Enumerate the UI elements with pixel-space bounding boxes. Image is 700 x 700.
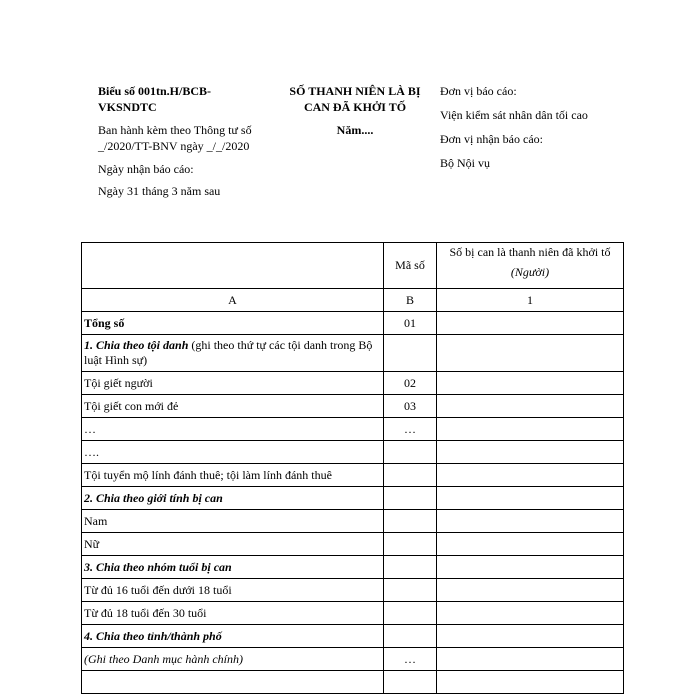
table-row <box>82 335 624 372</box>
row-count-cell[interactable] <box>437 372 624 395</box>
row-label-suffix: (ghi theo thứ tự các tội danh trong Bộ luật Hình sự) <box>84 338 373 367</box>
row-label: 2. Chia theo giới tính bị can <box>84 490 223 505</box>
row-code <box>384 533 437 556</box>
receiving-unit-label: Đơn vị nhận báo cáo: <box>440 132 543 146</box>
header-cell-count <box>437 243 624 289</box>
table-row <box>82 625 624 648</box>
row-count-cell[interactable] <box>437 671 624 694</box>
row-label-cell <box>82 671 384 694</box>
row-label-cell <box>82 464 384 487</box>
row-count-cell[interactable] <box>437 602 624 625</box>
row-label: Tội giết con mới đẻ <box>84 398 179 413</box>
issued-with-text: Ban hành kèm theo Thông tư số _/2020/TT-BNV ngày _/_/2020 <box>98 123 252 153</box>
row-label-cell <box>82 579 384 602</box>
row-label: (Ghi theo Danh mục hành chính) <box>84 651 243 666</box>
row-label: Nam <box>84 513 108 528</box>
row-code: 01 <box>384 312 437 335</box>
table-row <box>82 441 624 464</box>
row-code: … <box>384 418 437 441</box>
row-label-cell <box>82 335 384 372</box>
row-label: … <box>84 421 96 436</box>
row-label: …. <box>84 444 99 459</box>
row-code <box>384 671 437 694</box>
row-code <box>384 556 437 579</box>
row-label: Nữ <box>84 536 100 551</box>
table-row <box>82 395 624 418</box>
row-label-cell <box>82 441 384 464</box>
row-label-cell <box>82 510 384 533</box>
row-label: 1. Chia theo tội danh <box>84 338 189 352</box>
row-label-cell <box>82 625 384 648</box>
row-label: 3. Chia theo nhóm tuổi bị can <box>84 559 232 574</box>
table-row <box>82 602 624 625</box>
row-code <box>384 487 437 510</box>
row-count-cell[interactable] <box>437 335 624 372</box>
row-code <box>384 441 437 464</box>
table-row <box>82 487 624 510</box>
row-code <box>384 335 437 372</box>
row-label-cell <box>82 395 384 418</box>
table-row <box>82 648 624 671</box>
table-row <box>82 372 624 395</box>
row-count-cell[interactable] <box>437 487 624 510</box>
receive-date-value: Ngày 31 tháng 3 năm sau <box>98 184 221 198</box>
header-cell-a <box>82 243 384 289</box>
row-count-cell[interactable] <box>437 312 624 335</box>
letter-1: 1 <box>437 289 624 312</box>
reporting-unit-value: Viện kiểm sát nhân dân tối cao <box>440 108 588 122</box>
row-code: … <box>384 648 437 671</box>
row-label-cell <box>82 556 384 579</box>
table-row <box>82 556 624 579</box>
row-code: 03 <box>384 395 437 418</box>
letter-a: A <box>82 289 384 312</box>
row-count-cell[interactable] <box>437 418 624 441</box>
row-count-cell[interactable] <box>437 464 624 487</box>
report-table <box>81 242 624 694</box>
row-label: Từ đủ 18 tuổi đến 30 tuổi <box>84 605 207 620</box>
row-label-cell <box>82 648 384 671</box>
header-left <box>98 83 268 206</box>
row-count-cell[interactable] <box>437 395 624 418</box>
table-header-row <box>82 243 624 289</box>
row-code: 02 <box>384 372 437 395</box>
row-label-cell <box>82 372 384 395</box>
row-label-cell <box>82 418 384 441</box>
row-count-cell[interactable] <box>437 533 624 556</box>
row-label: Tội tuyển mộ lính đánh thuê; tội làm lính đánh thuê <box>84 467 332 482</box>
row-label-cell <box>82 533 384 556</box>
receive-date-label: Ngày nhận báo cáo: <box>98 162 194 176</box>
form-title: SỐ THANH NIÊN LÀ BỊ CAN ĐÃ KHỞI TỐ <box>289 84 421 114</box>
letter-b: B <box>384 289 437 312</box>
table-row <box>82 312 624 335</box>
row-code <box>384 510 437 533</box>
row-count-cell[interactable] <box>437 625 624 648</box>
table-row <box>82 418 624 441</box>
header-center <box>280 83 430 138</box>
row-count-cell[interactable] <box>437 556 624 579</box>
row-label: 4. Chia theo tỉnh/thành phố <box>84 628 222 643</box>
header-right <box>440 83 600 178</box>
row-label-cell <box>82 602 384 625</box>
table-row <box>82 464 624 487</box>
row-count-cell[interactable] <box>437 510 624 533</box>
row-label: Tội giết người <box>84 375 153 390</box>
row-code <box>384 464 437 487</box>
form-year: Năm.... <box>336 123 374 137</box>
row-code <box>384 602 437 625</box>
row-count-cell[interactable] <box>437 648 624 671</box>
row-count-cell[interactable] <box>437 579 624 602</box>
header-count-unit: (Người) <box>510 265 550 279</box>
table-row <box>82 510 624 533</box>
row-code <box>384 625 437 648</box>
table-row <box>82 671 624 694</box>
row-count-cell[interactable] <box>437 441 624 464</box>
form-code: Biểu số 001tn.H/BCB-VKSNDTC <box>98 84 212 114</box>
row-code <box>384 579 437 602</box>
header-cell-code: Mã số <box>384 243 437 289</box>
receiving-unit-value: Bộ Nội vụ <box>440 156 491 170</box>
row-label: Từ đủ 16 tuổi đến dưới 18 tuổi <box>84 582 232 597</box>
table-row <box>82 579 624 602</box>
table-row <box>82 533 624 556</box>
header-count-label: Số bị can là thanh niên đã khởi tố <box>449 245 611 259</box>
table-letter-row <box>82 289 624 312</box>
reporting-unit-label: Đơn vị báo cáo: <box>440 84 517 98</box>
row-label: Tổng số <box>84 315 125 330</box>
row-label-cell <box>82 312 384 335</box>
row-label-cell <box>82 487 384 510</box>
